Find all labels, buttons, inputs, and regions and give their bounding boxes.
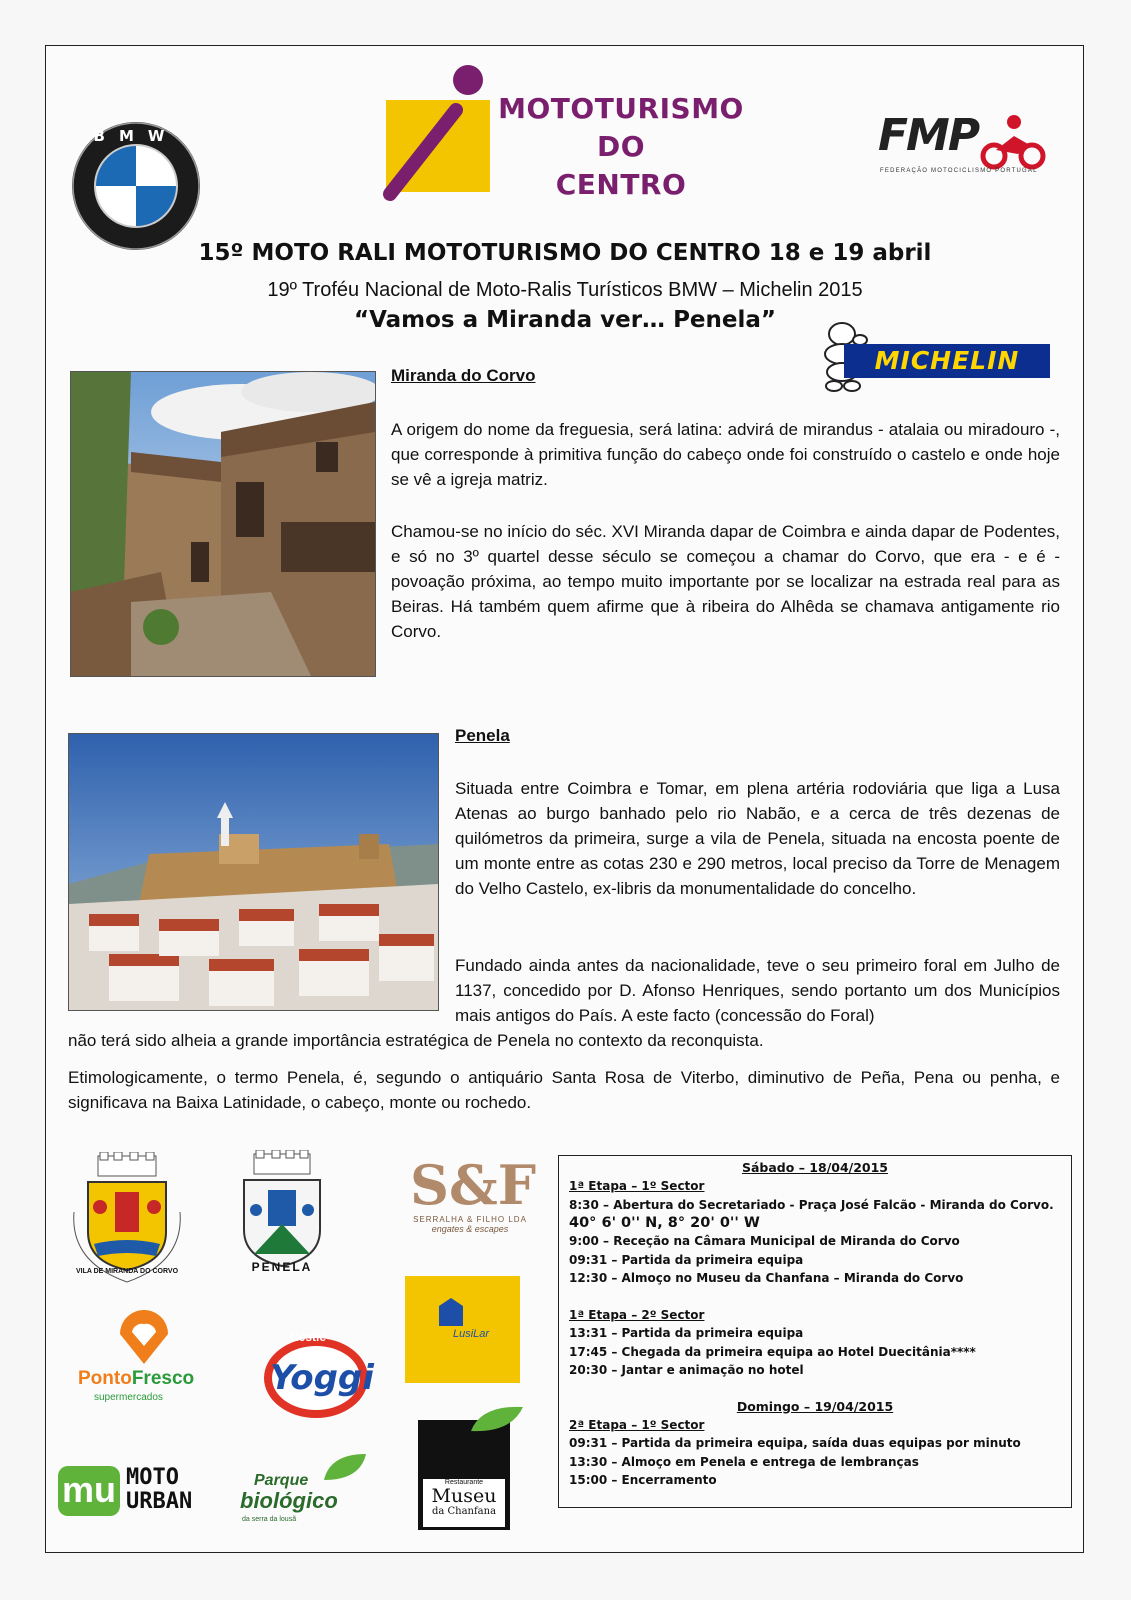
serralha-filho-logo [410, 1153, 537, 1255]
motourban-text-a: MOTO [126, 1465, 179, 1490]
schedule-item: 12:30 – Almoço no Museu da Chanfana – Miranda do Corvo [569, 1271, 964, 1285]
schedule-item: 13:31 – Partida da primeira equipa [569, 1326, 804, 1340]
museu-text-a: Restaurante [444, 1479, 484, 1486]
event-slogan: “Vamos a Miranda ver… Penela” [353, 307, 777, 333]
penela-heading: Penela [455, 726, 510, 745]
schedule-sector-3: 2ª Etapa – 1º Sector [569, 1417, 705, 1432]
event-title: 15º MOTO RALI MOTOTURISMO DO CENTRO 18 e 19 abril [198, 240, 932, 266]
museu-chanfana-logo [418, 1420, 510, 1530]
lusilar-logo [405, 1276, 520, 1383]
event-subtitle: 19º Troféu Nacional de Moto-Ralis Turísticos BMW – Michelin 2015 [267, 279, 863, 301]
mototurismo-line-2: DO [596, 130, 646, 163]
miranda-heading: Miranda do Corvo [391, 366, 536, 385]
mototurismo-line-3: CENTRO [555, 168, 687, 201]
lusilar-logo-text: LusiLar [453, 1328, 490, 1340]
parque-text-b: biológico [240, 1488, 338, 1513]
miranda-paragraph-1: A origem do nome da freguesia, será latina: advirá de mirandus - atalaia ou miradouro -, que corresponde à primitiva função do cabeço onde foi construído o castelo e onde hoje se vê a igreja matriz. [391, 420, 1060, 489]
schedule-item: 20:30 – Jantar e animação no hotel [569, 1363, 804, 1377]
penela-paragraph-1: Situada entre Coimbra e Tomar, em plena artéria rodoviária que liga a Lusa Atenas ao burgo banhado pelo rio Nabão, e a cerca de três dezenas de quilómetros da primeira, surge a vila de Penela, situada na encosta poente de um monte entre as cotas 230 e 290 metros, local preciso da Torre de Menagem do Velho Castelo, ex-libris da monumentalidade do concelho. [455, 779, 1060, 898]
penela-crest-text: PENELA [251, 1260, 313, 1274]
schedule-item: 17:45 – Chegada da primeira equipa ao Hotel Duecitânia**** [569, 1344, 976, 1359]
pontofresco-text-a: Ponto [78, 1368, 132, 1389]
schedule-item: 13:30 – Almoço em Penela e entrega de lembranças [569, 1454, 919, 1469]
schedule-item: 09:31 – Partida da primeira equipa, saída duas equipas por minuto [569, 1436, 1021, 1450]
sf-logo-text: S&F [410, 1153, 537, 1217]
schedule-day-1: Sábado – 18/04/2015 [741, 1160, 889, 1175]
schedule-item: 9:00 – Receção na Câmara Municipal de Miranda do Corvo [569, 1234, 960, 1248]
sf-logo-subtitle: SERRALHA & FILHO LDA [413, 1215, 527, 1224]
schedule-day-2: Domingo – 19/04/2015 [736, 1398, 894, 1414]
motourban-mark: mu [58, 1466, 120, 1516]
yoggi-brand-text: Nestlé [290, 1330, 327, 1344]
schedule-box [558, 1155, 1072, 1508]
parque-biologico-logo [240, 1450, 380, 1530]
yoggi-logo [262, 1328, 374, 1420]
miranda-photo [70, 371, 376, 677]
schedule-item: 8:30 – Abertura do Secretariado - Praça José Falcão - Miranda do Corvo. [569, 1197, 1054, 1212]
mototurismo-logo [382, 62, 772, 207]
motourban-text-b: URBAN [126, 1489, 193, 1514]
penela-crest [220, 1150, 344, 1282]
miranda-crest [60, 1152, 194, 1286]
museu-text-b: Museu [431, 1485, 497, 1507]
schedule-item: 15:00 – Encerramento [569, 1473, 717, 1487]
museu-text-c: da Chanfana [431, 1506, 497, 1517]
penela-paragraph-2b: não terá sido alheia a grande importância estratégica de Penela no contexto da reconquista. [68, 1031, 764, 1050]
fmp-logo [878, 110, 1053, 182]
miranda-crest-text: VILA DE MIRANDA DO CORVO [75, 1268, 179, 1275]
pontofresco-subtitle: supermercados [94, 1392, 163, 1403]
pontofresco-logo [74, 1304, 214, 1404]
parque-subtitle: da serra da lousã [242, 1516, 297, 1523]
penela-paragraph-2a: Fundado ainda antes da nacionalidade, teve o seu primeiro foral em Julho de 1137, concedido por D. Afonso Henriques, sendo portanto um dos Municípios mais antigos do País. A este facto (concessão do Foral) [455, 956, 1060, 1025]
schedule-sector-1: 1ª Etapa – 1º Sector [569, 1179, 705, 1193]
pontofresco-text-b: Fresco [131, 1368, 195, 1389]
bmw-logo [70, 120, 202, 252]
schedule-coordinates: 40° 6' 0'' N, 8° 20' 0'' W [569, 1215, 760, 1231]
michelin-logo-text: MICHELIN [844, 344, 1050, 378]
sf-logo-tagline: engates & escapes [431, 1224, 509, 1234]
fmp-logo-text: FMP [878, 110, 979, 161]
parque-text-a: Parque [254, 1472, 309, 1489]
mototurismo-line-1: MOTOTURISMO [498, 92, 744, 125]
schedule-sector-2: 1ª Etapa – 2º Sector [569, 1307, 705, 1322]
motourban-logo [58, 1466, 218, 1520]
michelin-logo [820, 320, 1052, 392]
miranda-paragraph-2: Chamou-se no início do séc. XVI Miranda dapar de Coimbra e ainda dapar de Podentes, e só no 3º quartel desse século se começou a chamar do Corvo, que era - e é - povoação próxima, ao tempo muito importante por se localizar na estrada real para as Beiras. Há também quem afirme que à ribeira do Alhêda se chamava antigamente rio Corvo. [391, 522, 1060, 641]
schedule-item: 09:31 – Partida da primeira equipa [569, 1252, 804, 1267]
penela-photo [68, 733, 439, 1011]
penela-paragraph-3: Etimologicamente, o termo Penela, é, segundo o antiquário Santa Rosa de Viterbo, diminutivo de Peña, Pena ou penha, e significava na Baixa Latinidade, o cabeço, monte ou rochedo. [68, 1068, 1060, 1112]
yoggi-text: Yoggi [270, 1358, 374, 1398]
bmw-logo-text: BMW [93, 127, 179, 145]
fmp-logo-subtitle: FEDERAÇÃO MOTOCICLISMO PORTUGAL [880, 168, 1038, 174]
